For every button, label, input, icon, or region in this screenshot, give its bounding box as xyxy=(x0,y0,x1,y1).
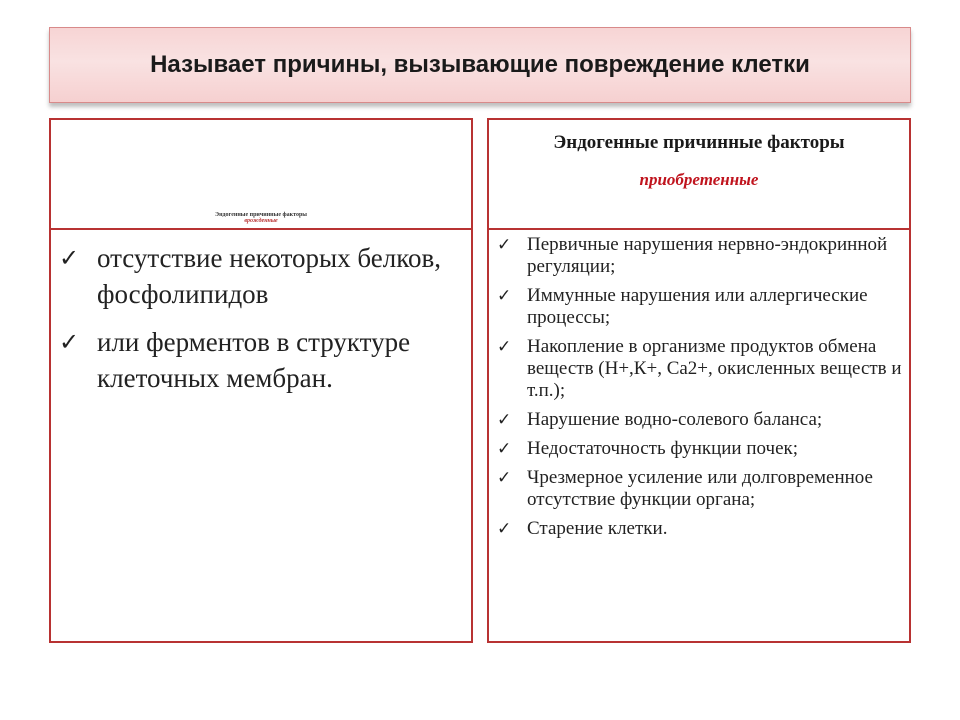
list-item-text: Накопление в организме продуктов обмена веществ (Н+,К+, Са2+, окисленных веществ и т.п.); xyxy=(527,336,902,401)
left-header-title: Эндогенные причинные факторы xyxy=(215,212,307,218)
checkmark-icon: ✓ xyxy=(497,286,512,306)
list-item xyxy=(59,240,461,312)
list-item xyxy=(59,324,461,396)
right-header-subtitle: приобретенные xyxy=(639,170,759,189)
left-content-box xyxy=(49,228,473,643)
list-item-text: Старение клетки. xyxy=(527,518,668,539)
checkmark-icon: ✓ xyxy=(497,519,512,539)
checkmark-icon: ✓ xyxy=(497,468,512,488)
checkmark-icon: ✓ xyxy=(59,244,80,272)
right-header-box xyxy=(487,118,911,230)
list-item-text: Иммунные нарушения или аллергические процессы; xyxy=(527,285,868,328)
checkmark-icon: ✓ xyxy=(497,439,512,459)
list-item-text: Чрезмерное усиление или долговременное отсутствие функции органа; xyxy=(527,467,873,510)
checkmark-icon: ✓ xyxy=(497,410,512,430)
left-header-box xyxy=(49,118,473,230)
list-item xyxy=(497,409,903,431)
left-header-caption xyxy=(51,212,471,224)
list-item-text: Первичные нарушения нервно-эндокринной регуляции; xyxy=(527,234,888,277)
list-item-text: отсутствие некоторых белков, фосфолипидов xyxy=(97,243,441,309)
right-content-box xyxy=(487,228,911,643)
list-item-text: Нарушение водно-солевого баланса; xyxy=(527,409,823,430)
slide-title: Называет причины, вызывающие повреждение клетки xyxy=(150,51,810,78)
checkmark-icon: ✓ xyxy=(59,328,80,356)
list-item xyxy=(497,336,903,402)
list-item-text: Недостаточность функции почек; xyxy=(527,438,799,459)
list-item xyxy=(497,467,903,511)
list-item xyxy=(497,438,903,460)
list-item-text: или ферментов в структуре клеточных мембран. xyxy=(97,327,411,393)
checkmark-icon: ✓ xyxy=(497,235,512,255)
list-item xyxy=(497,234,903,278)
right-header-title: Эндогенные причинные факторы xyxy=(553,132,845,153)
left-header-subtitle: врожденные xyxy=(244,218,278,224)
list-item xyxy=(497,518,903,540)
checkmark-icon: ✓ xyxy=(497,337,512,357)
list-item xyxy=(497,285,903,329)
slide-title-banner xyxy=(49,27,911,103)
